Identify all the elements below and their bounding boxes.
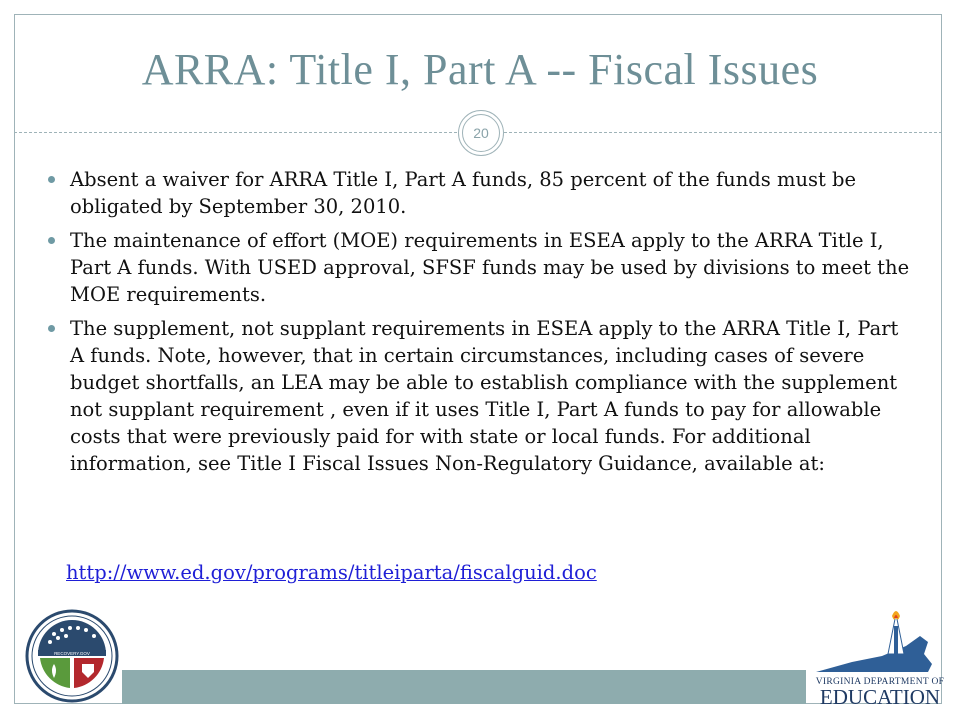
- bullet-item: [44, 315, 914, 477]
- bullet-dot-icon: [48, 176, 55, 183]
- bullet-text: The maintenance of effort (MOE) requirements in ESEA apply to the ARRA Title I, Part A funds. With USED approval, SFSF funds may be used by divisions to meet the MOE requirements.: [70, 229, 910, 306]
- recovery-logo-text: RECOVERY.GOV: [54, 651, 90, 656]
- virginia-doe-logo-icon: [812, 606, 948, 706]
- recovery-seal-icon: [24, 608, 120, 704]
- bullet-dot-icon: [48, 237, 55, 244]
- slide-title: ARRA: Title I, Part A -- Fiscal Issues: [141, 45, 819, 94]
- bullet-list: [44, 166, 914, 484]
- bullet-text: The supplement, not supplant requirements in ESEA apply to the ARRA Title I, Part A funds. Note, however, that in certain circumstances, including cases of severe budget shortfalls, an LEA may be able to establish compliance with the supplement not supplant requirement , even if it uses Title I, Part A funds to pay for allowable costs that were previously paid for with state or local funds. For additional information, see Title I Fiscal Issues Non-Regulatory Guidance, available at:: [70, 317, 899, 475]
- slide-number-badge: [458, 110, 504, 156]
- va-doe-line-2: EDUCATION: [819, 685, 941, 706]
- va-doe-line-1: VIRGINIA DEPARTMENT OF: [815, 677, 945, 687]
- bullet-item: [44, 166, 914, 220]
- guidance-link[interactable]: http://www.ed.gov/programs/titleiparta/fiscalguid.doc: [66, 561, 597, 584]
- footer-accent-bar: [122, 670, 806, 704]
- bullet-item: [44, 227, 914, 308]
- bullet-text: Absent a waiver for ARRA Title I, Part A funds, 85 percent of the funds must be obligated by September 30, 2010.: [70, 168, 857, 218]
- bullet-dot-icon: [48, 325, 55, 332]
- slide-number: 20: [462, 114, 500, 152]
